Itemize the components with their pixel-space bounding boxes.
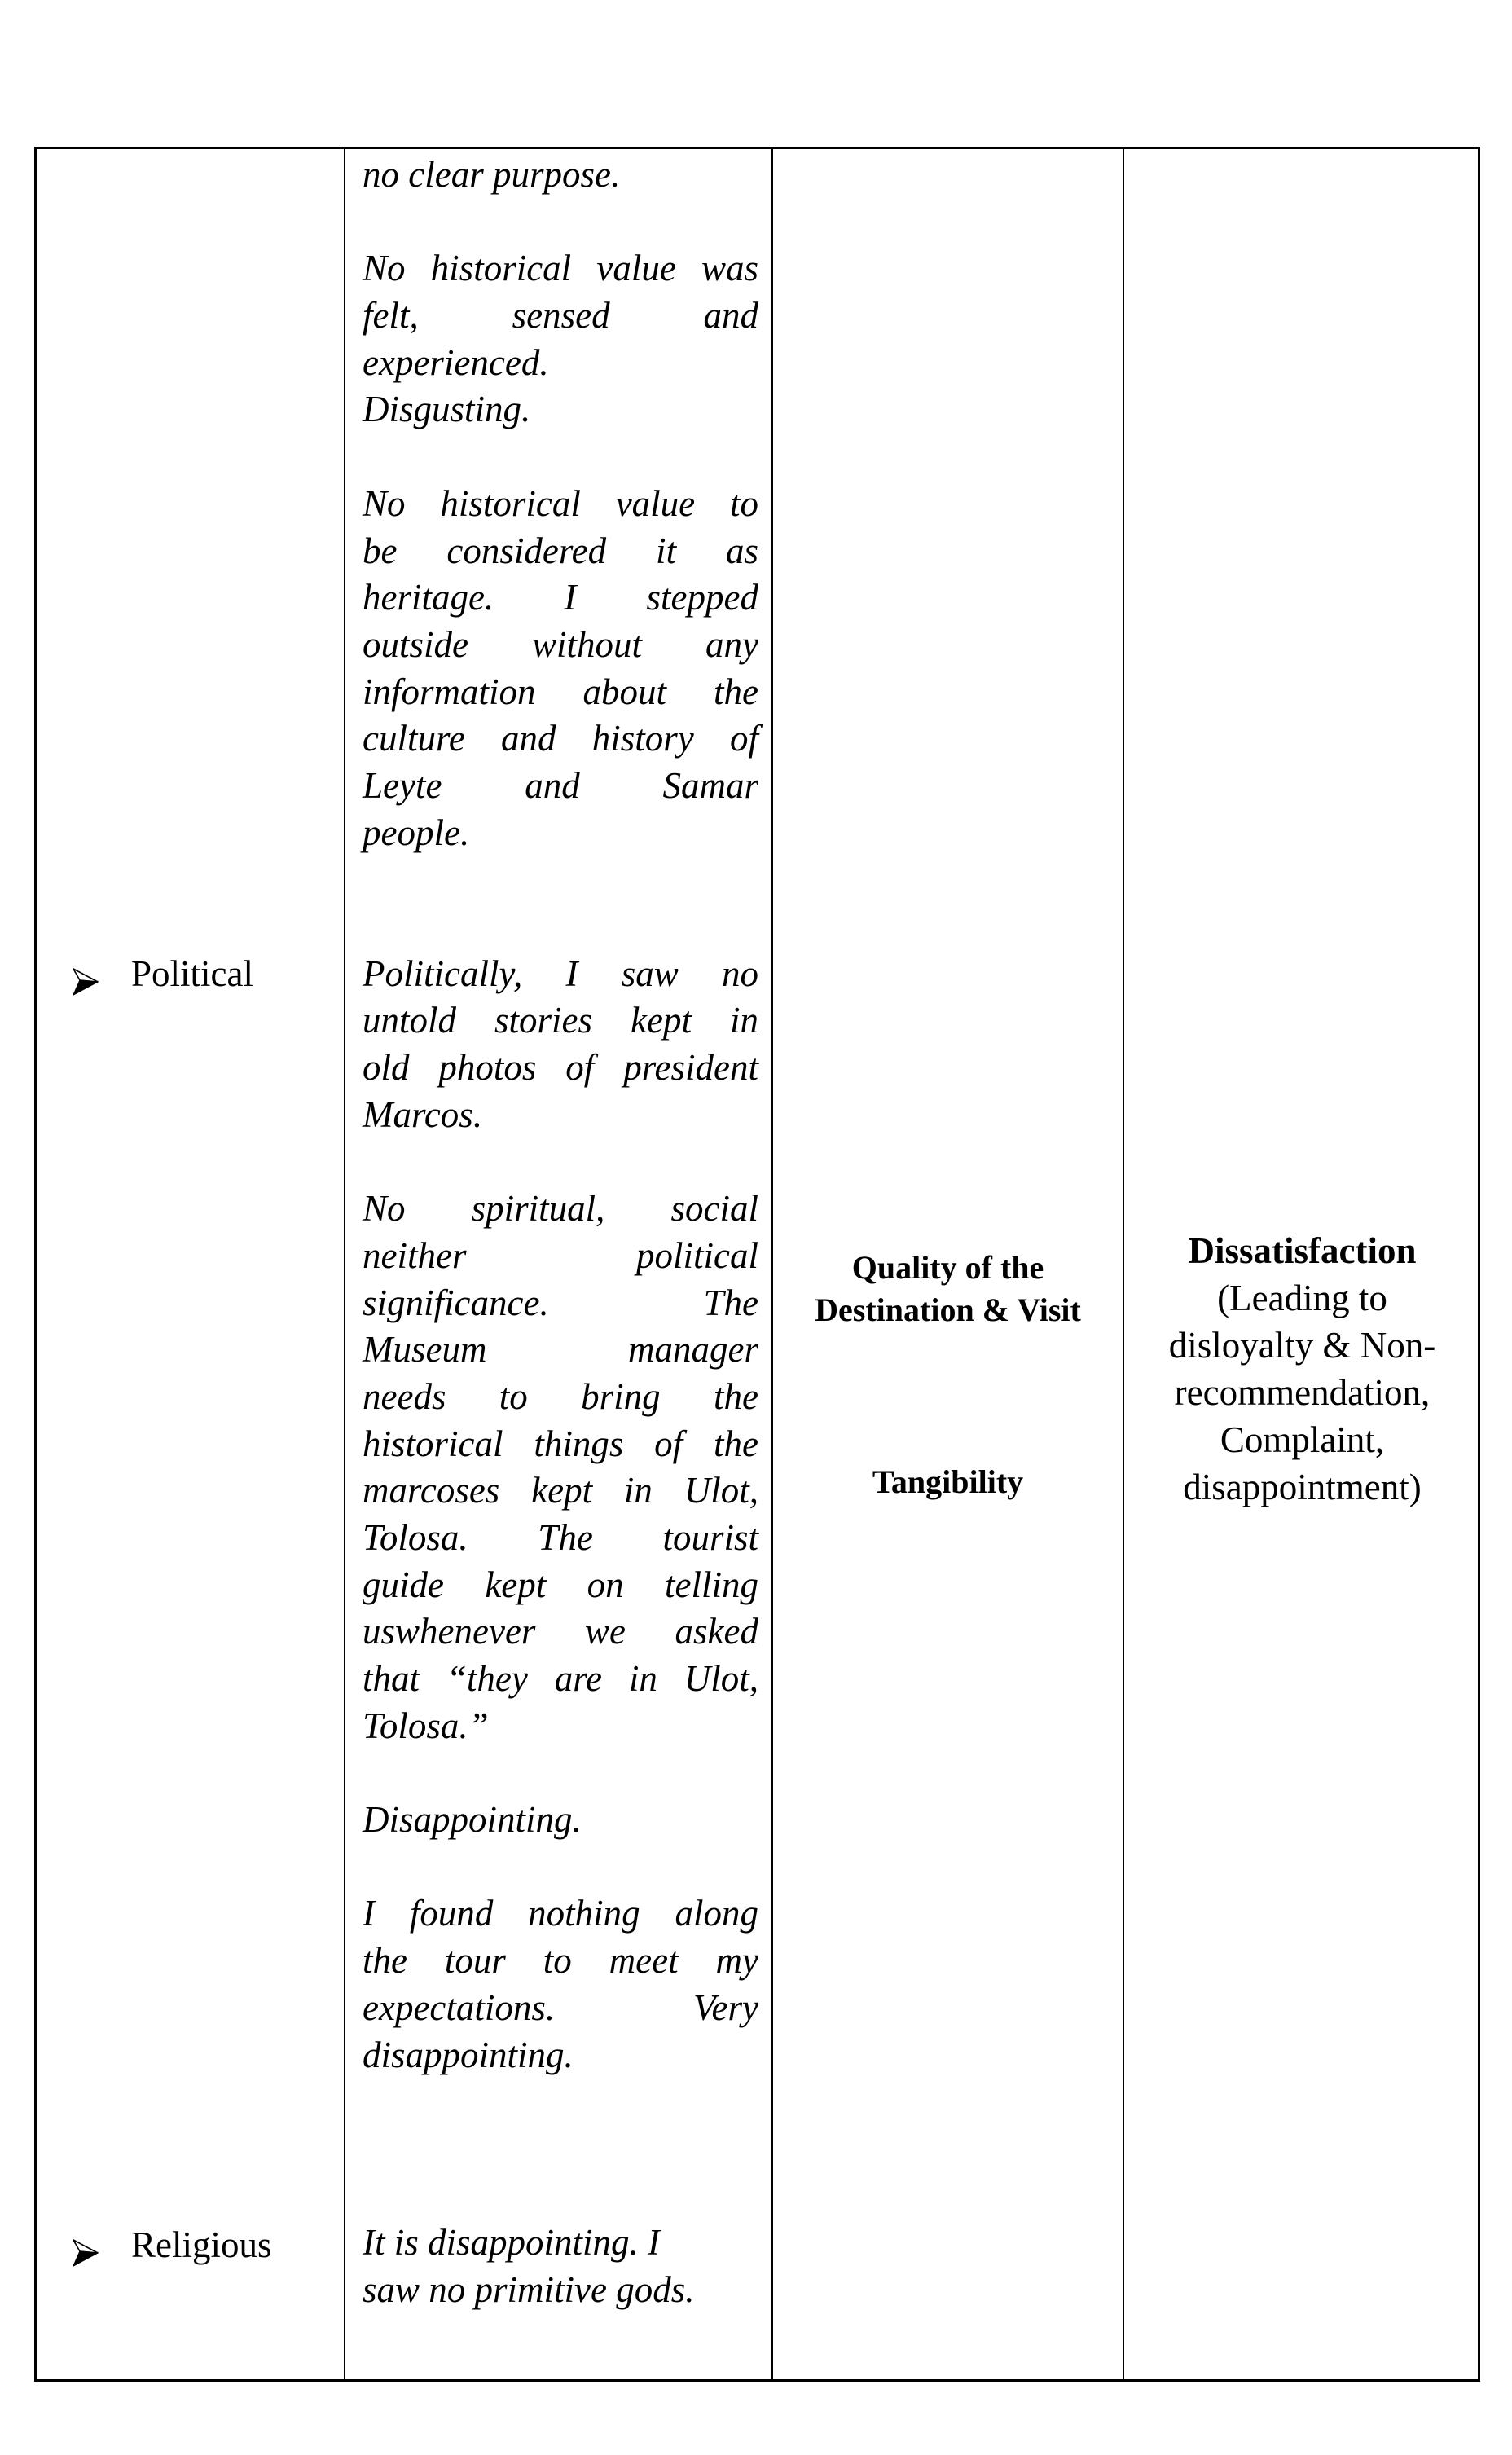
response-line: guide kept on telling bbox=[363, 1564, 758, 1605]
response-line: Leyte and Samar bbox=[363, 764, 758, 806]
outcome-detail-line: recommendation, bbox=[1174, 1372, 1431, 1413]
dimension-sub: Tangibility bbox=[872, 1463, 1024, 1500]
outcome-title: Dissatisfaction bbox=[1188, 1230, 1417, 1271]
blank-line bbox=[363, 433, 758, 481]
response-line: Museum manager bbox=[363, 1329, 758, 1370]
response-line: Disappointing. bbox=[363, 1799, 582, 1841]
response-line: heritage. I stepped bbox=[363, 577, 758, 618]
aspect-item-religious bbox=[73, 2221, 272, 2268]
response-line: people. bbox=[363, 812, 470, 853]
aspect-item-political bbox=[73, 950, 253, 997]
response-line: disappointing. bbox=[363, 2034, 574, 2075]
aspect-label: Political bbox=[131, 953, 253, 994]
response-line: No historical value to bbox=[363, 482, 758, 524]
outcome-detail-line: disappointment) bbox=[1183, 1467, 1422, 1507]
response-line: expectations. Very bbox=[363, 1986, 758, 2028]
blank-line bbox=[363, 1138, 758, 1186]
dimension-title bbox=[773, 1247, 1123, 1331]
response-line: significance. The bbox=[363, 1282, 758, 1323]
response-line: experienced. bbox=[363, 341, 549, 383]
response-line: needs to bring the bbox=[363, 1375, 758, 1417]
response-line: Tolosa.” bbox=[363, 1705, 489, 1746]
response-line: No spiritual, social bbox=[363, 1188, 758, 1230]
blank-line bbox=[363, 856, 758, 904]
outcome-detail-line: Complaint, bbox=[1220, 1419, 1385, 1460]
responses-column bbox=[345, 149, 771, 2379]
response-line: old photos of president bbox=[363, 1047, 758, 1089]
response-line: information about the bbox=[363, 671, 758, 712]
dimension-column bbox=[773, 149, 1123, 2379]
response-line: that “they are in Ulot, bbox=[363, 1658, 758, 1699]
response-line: I found nothing along bbox=[363, 1893, 758, 1934]
outcome-column bbox=[1124, 149, 1480, 2379]
response-line: Disgusting. bbox=[363, 389, 531, 430]
response-line: uswhenever we asked bbox=[363, 1611, 758, 1652]
results-table bbox=[34, 147, 1480, 2382]
blank-line bbox=[363, 2173, 758, 2220]
response-line: neither political bbox=[363, 1234, 758, 1276]
response-line: marcoses kept in Ulot, bbox=[363, 1470, 758, 1511]
response-line: Marcos. bbox=[363, 1093, 483, 1135]
arrowhead-bullet-icon bbox=[73, 960, 99, 988]
aspect-label: Religious bbox=[131, 2224, 272, 2265]
response-line: the tour to meet my bbox=[363, 1940, 758, 1982]
outcome-detail-line: (Leading to bbox=[1217, 1278, 1387, 1318]
blank-line bbox=[363, 1844, 758, 1891]
aspect-column bbox=[37, 149, 344, 2379]
responses-text bbox=[363, 152, 758, 2314]
dimension-title-line: Destination & Visit bbox=[815, 1291, 1081, 1328]
dimension-title-line: Quality of the bbox=[851, 1249, 1044, 1286]
response-line: untold stories kept in bbox=[363, 1000, 758, 1041]
outcome-text bbox=[1124, 1227, 1480, 1511]
response-line: historical things of the bbox=[363, 1423, 758, 1464]
response-line: outside without any bbox=[363, 623, 758, 665]
arrowhead-bullet-icon bbox=[73, 2231, 99, 2259]
blank-line bbox=[363, 199, 758, 246]
blank-line bbox=[363, 1749, 758, 1797]
response-line: Politically, I saw no bbox=[363, 953, 758, 994]
response-line: It is disappointing. I bbox=[363, 2222, 661, 2264]
response-line: felt, sensed and bbox=[363, 295, 758, 337]
response-line: culture and history of bbox=[363, 718, 758, 759]
outcome-detail-line: disloyalty & Non- bbox=[1168, 1325, 1436, 1366]
response-line: Tolosa. The tourist bbox=[363, 1516, 758, 1558]
blank-line bbox=[363, 904, 758, 951]
blank-line bbox=[363, 2126, 758, 2173]
response-line: no clear purpose. bbox=[363, 154, 621, 195]
response-line: No historical value was bbox=[363, 248, 758, 289]
blank-line bbox=[363, 2079, 758, 2126]
response-line: saw no primitive gods. bbox=[363, 2268, 695, 2310]
response-line: be considered it as bbox=[363, 530, 758, 571]
